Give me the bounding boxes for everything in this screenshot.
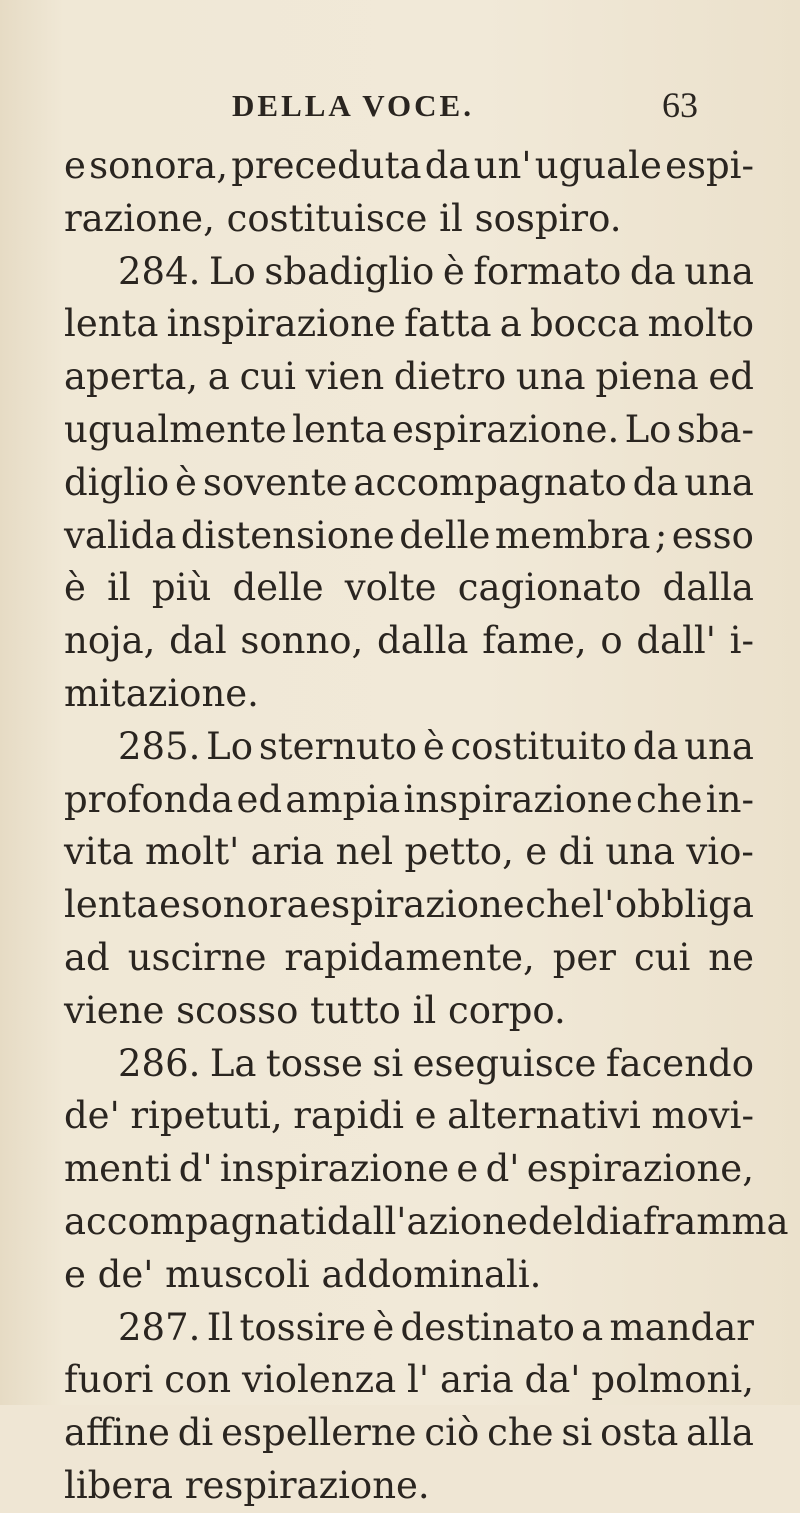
word: espirazione, bbox=[526, 1147, 754, 1191]
page-body bbox=[64, 140, 789, 1513]
word: l' bbox=[592, 883, 615, 927]
word: ed bbox=[236, 777, 283, 821]
text-line bbox=[64, 826, 754, 879]
word: è bbox=[442, 249, 465, 293]
text-line: e de' muscoli addominali. bbox=[64, 1252, 542, 1296]
word: ne bbox=[708, 935, 754, 979]
word: a bbox=[499, 302, 522, 346]
word: si bbox=[561, 1411, 593, 1455]
word: a bbox=[207, 355, 230, 399]
word: fuori bbox=[64, 1358, 154, 1402]
word: noja, bbox=[64, 619, 156, 663]
word: cui bbox=[633, 935, 691, 979]
word: l' bbox=[407, 1358, 430, 1402]
word: accompagnati bbox=[64, 1199, 327, 1243]
word: di bbox=[177, 1411, 214, 1455]
word: menti bbox=[64, 1147, 172, 1191]
paragraph bbox=[64, 721, 754, 1038]
word: inspirazione bbox=[219, 1147, 450, 1191]
word: piena bbox=[595, 355, 699, 399]
word: rapidi bbox=[293, 1094, 405, 1138]
text-line bbox=[64, 615, 754, 668]
word: da bbox=[424, 144, 471, 187]
word: inspirazione bbox=[403, 777, 633, 821]
word: ugualmente bbox=[64, 407, 287, 451]
word: d' bbox=[178, 1147, 213, 1191]
word: espellerne bbox=[221, 1411, 417, 1455]
word: molto bbox=[647, 302, 754, 346]
word: da bbox=[629, 249, 676, 293]
word: sonora bbox=[181, 883, 309, 927]
text-line bbox=[64, 1196, 789, 1249]
text-line bbox=[64, 140, 754, 193]
word: fatta bbox=[404, 302, 492, 346]
word: movi- bbox=[651, 1094, 754, 1138]
word: lenta bbox=[64, 883, 159, 927]
word: bocca bbox=[530, 302, 640, 346]
word: a bbox=[581, 1305, 604, 1349]
word: di bbox=[558, 830, 594, 874]
word: rapidamente, bbox=[284, 935, 535, 979]
word: una bbox=[684, 460, 754, 504]
word: dall' bbox=[326, 1199, 407, 1243]
text-line bbox=[64, 562, 754, 615]
word: 284. bbox=[118, 249, 201, 293]
word: ed bbox=[708, 355, 754, 399]
word: si bbox=[372, 1041, 404, 1085]
text-line bbox=[64, 1038, 754, 1091]
word: e bbox=[456, 1147, 479, 1191]
word: dietro bbox=[393, 355, 507, 399]
paragraph bbox=[64, 1302, 754, 1513]
word: aperta, bbox=[64, 355, 199, 399]
word: i- bbox=[729, 619, 754, 663]
text-line bbox=[64, 510, 754, 563]
word: obbliga bbox=[614, 883, 754, 927]
text-line: viene scosso tutto il corpo. bbox=[64, 988, 566, 1032]
text-line bbox=[64, 457, 754, 510]
word: dalla bbox=[377, 619, 469, 663]
word: è bbox=[372, 1305, 395, 1349]
word: ad bbox=[64, 935, 110, 979]
word: membra bbox=[494, 513, 651, 557]
word: vita bbox=[64, 830, 134, 874]
paragraph bbox=[64, 140, 754, 246]
word: formato bbox=[473, 249, 622, 293]
word: de' bbox=[64, 1094, 120, 1138]
text-line bbox=[64, 879, 754, 932]
text-line: libera respirazione. bbox=[64, 1463, 430, 1507]
word: è bbox=[422, 724, 445, 768]
word: uguale bbox=[534, 144, 662, 187]
text-line bbox=[64, 298, 754, 351]
text-line bbox=[64, 721, 754, 774]
word: polmoni, bbox=[591, 1358, 754, 1402]
text-line bbox=[64, 246, 754, 299]
word: è bbox=[64, 566, 86, 610]
page-number: 63 bbox=[662, 85, 698, 125]
word: petto, bbox=[404, 830, 514, 874]
word: mandar bbox=[609, 1305, 754, 1349]
word: diaframma bbox=[585, 1199, 789, 1243]
word: Lo bbox=[624, 407, 672, 451]
word: e bbox=[525, 830, 548, 874]
word: nel bbox=[335, 830, 394, 874]
word: tosse bbox=[265, 1041, 363, 1085]
word: il bbox=[107, 566, 131, 610]
word: lenta bbox=[292, 407, 387, 451]
paragraph bbox=[64, 246, 754, 721]
word: ; bbox=[654, 513, 668, 557]
word: Lo bbox=[208, 249, 256, 293]
word: accompagnato bbox=[353, 460, 627, 504]
word: espirazione bbox=[309, 883, 525, 927]
word: dalla bbox=[662, 566, 754, 610]
text-line: mitazione. bbox=[64, 671, 259, 715]
word: ripetuti, bbox=[130, 1094, 283, 1138]
word: delle bbox=[399, 513, 491, 557]
word: cui bbox=[239, 355, 296, 399]
word: Lo bbox=[206, 724, 254, 768]
word: 286. bbox=[118, 1041, 201, 1085]
word: e bbox=[414, 1094, 437, 1138]
word: una bbox=[605, 830, 676, 874]
text-line bbox=[64, 1302, 754, 1355]
word: uscirne bbox=[127, 935, 267, 979]
page-header bbox=[0, 85, 800, 128]
word: espirazione. bbox=[391, 407, 620, 451]
text-line bbox=[64, 404, 754, 457]
word: alla bbox=[686, 1411, 754, 1455]
word: d' bbox=[485, 1147, 520, 1191]
word: sternuto bbox=[258, 724, 418, 768]
word: aria bbox=[439, 1358, 514, 1402]
word: tossire bbox=[239, 1305, 367, 1349]
text-line: razione, costituisce il sospiro. bbox=[64, 196, 622, 240]
word: una bbox=[684, 724, 754, 768]
word: ciò bbox=[424, 1411, 480, 1455]
word: sbadiglio bbox=[264, 249, 435, 293]
word: lenta bbox=[64, 302, 159, 346]
word: 287. bbox=[118, 1305, 201, 1349]
word: o bbox=[600, 619, 623, 663]
word: in- bbox=[705, 777, 754, 821]
text-line bbox=[64, 1354, 754, 1407]
word: preceduta bbox=[231, 144, 422, 187]
text-line bbox=[64, 774, 754, 827]
word: delle bbox=[232, 566, 324, 610]
word: ampia bbox=[285, 777, 401, 821]
text-line bbox=[64, 1143, 754, 1196]
word: azione bbox=[406, 1199, 528, 1243]
word: La bbox=[209, 1041, 257, 1085]
word: per bbox=[552, 935, 616, 979]
word: vien bbox=[305, 355, 385, 399]
word: fame, bbox=[482, 619, 587, 663]
word: espi- bbox=[665, 144, 754, 187]
word: dall' bbox=[636, 619, 716, 663]
word: un' bbox=[473, 144, 532, 187]
word: diglio bbox=[64, 460, 170, 504]
word: 285. bbox=[118, 724, 201, 768]
word: che bbox=[487, 1411, 554, 1455]
text-line bbox=[64, 1407, 754, 1460]
word: distensione bbox=[180, 513, 395, 557]
word: con bbox=[164, 1358, 232, 1402]
word: che bbox=[636, 777, 703, 821]
word: profonda bbox=[64, 777, 234, 821]
word: aria bbox=[250, 830, 325, 874]
paragraph bbox=[64, 1038, 789, 1302]
word: sonora, bbox=[89, 144, 228, 187]
word: una bbox=[684, 249, 754, 293]
word: da bbox=[632, 460, 679, 504]
word: molt' bbox=[145, 830, 240, 874]
word: più bbox=[151, 566, 212, 610]
word: costituito bbox=[450, 724, 627, 768]
running-title: DELLA VOCE. bbox=[232, 88, 474, 123]
text-line bbox=[64, 351, 754, 404]
word: cagionato bbox=[457, 566, 642, 610]
word: del bbox=[527, 1199, 586, 1243]
word: volte bbox=[344, 566, 437, 610]
word: esso bbox=[671, 513, 754, 557]
word: sonno, bbox=[240, 619, 364, 663]
word: da bbox=[632, 724, 679, 768]
word: osta bbox=[600, 1411, 679, 1455]
word: facendo bbox=[605, 1041, 754, 1085]
word: che bbox=[525, 883, 592, 927]
word: violenza bbox=[242, 1358, 397, 1402]
word: vio- bbox=[686, 830, 754, 874]
word: affine bbox=[64, 1411, 170, 1455]
word: è bbox=[175, 460, 197, 504]
word: e bbox=[159, 883, 181, 927]
word: sba- bbox=[676, 407, 754, 451]
word: e bbox=[64, 144, 86, 187]
word: valida bbox=[64, 513, 177, 557]
word: Il bbox=[206, 1305, 234, 1349]
text-line bbox=[64, 1090, 754, 1143]
word: dal bbox=[169, 619, 227, 663]
word: eseguisce bbox=[412, 1041, 597, 1085]
text-line bbox=[64, 932, 754, 985]
word: una bbox=[515, 355, 586, 399]
word: sovente bbox=[202, 460, 348, 504]
word: alternativi bbox=[447, 1094, 641, 1138]
word: da' bbox=[524, 1358, 581, 1402]
word: inspirazione bbox=[166, 302, 396, 346]
word: destinato bbox=[400, 1305, 575, 1349]
